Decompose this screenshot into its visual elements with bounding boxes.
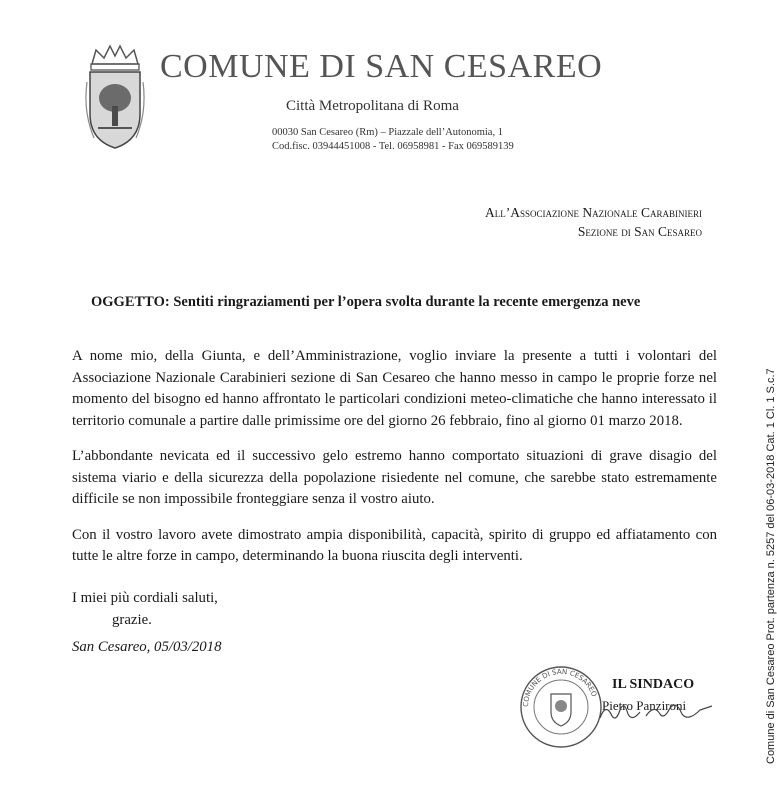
subject-line: OGGETTO: Sentiti ringraziamenti per l’opera svolta durante la recente emergenza neve <box>91 294 641 310</box>
protocol-text: Comune di San Cesareo Prot. partenza n. 5257 del 06-03-2018 Cat. 1 Cl. 1 S.c.7 <box>765 368 777 764</box>
recipient-line: All’Associazione Nazionale Carabinieri <box>485 205 702 220</box>
closing-salutation <box>72 588 218 631</box>
letter-body <box>72 346 717 582</box>
body-paragraph: L’abbondante nevicata ed il successivo gelo estremo hanno comportato situazioni di grave disagio del sistema viario e della sicurezza della popolazione risiedente nel comune, che sarebbe stato estremamente difficile se non impossibile fronteggiare senza il vostro aiuto. <box>72 448 717 507</box>
org-address <box>272 126 514 154</box>
closing-line: I miei più cordiali saluti, <box>72 590 218 606</box>
org-subtitle: Città Metropolitana di Roma <box>286 98 459 114</box>
address-line: 00030 San Cesareo (Rm) – Piazzale dell’Autonomia, 1 <box>272 127 503 138</box>
body-paragraph: A nome mio, della Giunta, e dell’Amministrazione, voglio inviare la presente a tutti i volontari del Associazione Nazionale Carabinieri sezione di San Cesareo che hanno messo in campo le proprie forze nel momento del bisogno ed hanno affrontato le particolari condizioni meteo-climatiche che hanno interessato il territorio comunale a partire dalle primissime ore del giorno 26 febbraio, fino al giorno 01 marzo 2018. <box>72 348 717 429</box>
recipient-line: Sezione di San Cesareo <box>577 224 702 239</box>
closing-thanks: grazie. <box>112 611 152 628</box>
svg-text:COMUNE DI SAN CESAREO: COMUNE DI SAN CESAREO <box>521 667 599 708</box>
signatory-title: IL SINDACO <box>612 677 695 692</box>
signatory-name: Pietro Panzironi <box>602 698 687 713</box>
letter-date: San Cesareo, 05/03/2018 <box>72 639 222 655</box>
contact-line: Cod.fisc. 03944451008 - Tel. 06958981 - Fax 069589139 <box>272 141 514 152</box>
recipient-block <box>485 203 702 241</box>
org-name: COMUNE DI SAN CESAREO <box>160 48 603 85</box>
protocol-stamp <box>752 324 777 764</box>
official-stamp <box>518 664 604 750</box>
municipal-crest-logo <box>84 42 146 152</box>
handwritten-signature <box>596 692 716 728</box>
body-paragraph: Con il vostro lavoro avete dimostrato ampia disponibilità, capacità, spirito di gruppo ed affiatamento con tutte le altre forze in campo, determinando la buona riuscita degli interventi. <box>72 526 717 564</box>
